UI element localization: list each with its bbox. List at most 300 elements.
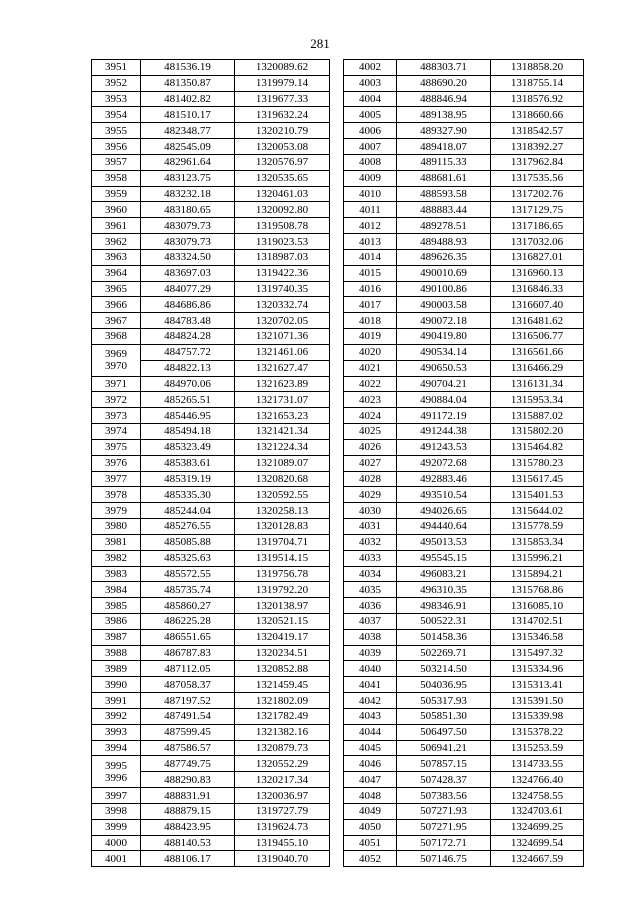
point-id-cell: 4036 — [344, 598, 397, 614]
y-coordinate-cell: 1316466.29 — [491, 360, 584, 376]
point-id-cell: 3954 — [92, 107, 141, 123]
table-row — [344, 91, 584, 107]
x-coordinate-cell: 484077.29 — [141, 281, 235, 297]
x-coordinate-cell: 487112.05 — [141, 661, 235, 677]
x-coordinate-cell: 506497.50 — [397, 724, 491, 740]
x-coordinate-cell: 506941.21 — [397, 740, 491, 756]
coordinates-table-right — [343, 59, 584, 867]
x-coordinate-cell: 490003.58 — [397, 297, 491, 313]
x-coordinate-cell: 483079.73 — [141, 218, 235, 234]
x-coordinate-cell: 488423.95 — [141, 819, 235, 835]
point-id-cell: 4018 — [344, 313, 397, 329]
table-row — [344, 329, 584, 345]
point-id-cell: 3974 — [92, 424, 141, 440]
y-coordinate-cell: 1319455.10 — [235, 835, 330, 851]
table-row — [92, 186, 330, 202]
table-row — [92, 645, 330, 661]
x-coordinate-cell: 485860.27 — [141, 598, 235, 614]
y-coordinate-cell: 1318392.27 — [491, 139, 584, 155]
point-id-cell: 4030 — [344, 503, 397, 519]
point-id-cell: 3992 — [92, 708, 141, 724]
y-coordinate-cell: 1320820.68 — [235, 471, 330, 487]
table-row — [344, 439, 584, 455]
point-id-cell — [92, 756, 141, 788]
table-row — [344, 566, 584, 582]
y-coordinate-cell: 1320053.08 — [235, 139, 330, 155]
table-row — [344, 661, 584, 677]
y-coordinate-cell: 1315853.34 — [491, 534, 584, 550]
x-coordinate-cell: 483079.73 — [141, 234, 235, 250]
x-coordinate-cell: 489626.35 — [397, 249, 491, 265]
table-row — [92, 503, 330, 519]
x-coordinate-cell: 487599.45 — [141, 724, 235, 740]
y-coordinate-cell: 1316827.01 — [491, 249, 584, 265]
y-coordinate-cell: 1317202.76 — [491, 186, 584, 202]
y-coordinate-cell: 1319422.36 — [235, 265, 330, 281]
point-id-cell: 3972 — [92, 392, 141, 408]
point-id-cell: 4009 — [344, 170, 397, 186]
y-coordinate-cell: 1321623.89 — [235, 376, 330, 392]
x-coordinate-cell: 505851.30 — [397, 708, 491, 724]
point-id-cell: 4025 — [344, 424, 397, 440]
table-row — [92, 819, 330, 835]
table-row — [92, 756, 330, 772]
y-coordinate-cell: 1315802.20 — [491, 424, 584, 440]
table-row — [92, 75, 330, 91]
x-coordinate-cell: 485572.55 — [141, 566, 235, 582]
x-coordinate-cell: 481350.87 — [141, 75, 235, 91]
table-row — [344, 186, 584, 202]
x-coordinate-cell: 488106.17 — [141, 851, 235, 867]
y-coordinate-cell: 1321459.45 — [235, 677, 330, 693]
x-coordinate-cell: 496310.35 — [397, 582, 491, 598]
table-row — [344, 218, 584, 234]
x-coordinate-cell: 487058.37 — [141, 677, 235, 693]
point-id-cell: 3975 — [92, 439, 141, 455]
y-coordinate-cell: 1318660.66 — [491, 107, 584, 123]
y-coordinate-cell: 1316960.13 — [491, 265, 584, 281]
point-id-cell: 3961 — [92, 218, 141, 234]
point-id-cell: 4050 — [344, 819, 397, 835]
x-coordinate-cell: 488290.83 — [141, 772, 235, 788]
point-id-cell: 3998 — [92, 803, 141, 819]
point-id-cell: 4047 — [344, 772, 397, 788]
point-id-cell: 4027 — [344, 455, 397, 471]
point-id-cell: 4005 — [344, 107, 397, 123]
x-coordinate-cell: 483232.18 — [141, 186, 235, 202]
y-coordinate-cell: 1315617.45 — [491, 471, 584, 487]
x-coordinate-cell: 488690.20 — [397, 75, 491, 91]
y-coordinate-cell: 1315464.82 — [491, 439, 584, 455]
y-coordinate-cell: 1316506.77 — [491, 329, 584, 345]
x-coordinate-cell: 485265.51 — [141, 392, 235, 408]
y-coordinate-cell: 1315334.96 — [491, 661, 584, 677]
x-coordinate-cell: 488593.58 — [397, 186, 491, 202]
table-row — [92, 851, 330, 867]
table-row — [92, 329, 330, 345]
point-id-cell: 4042 — [344, 693, 397, 709]
table-row — [344, 550, 584, 566]
table-row — [344, 281, 584, 297]
point-id-cell: 4049 — [344, 803, 397, 819]
x-coordinate-cell: 484822.13 — [141, 360, 235, 376]
table-row — [92, 249, 330, 265]
y-coordinate-cell: 1320879.73 — [235, 740, 330, 756]
point-id-cell: 4014 — [344, 249, 397, 265]
table-row — [92, 661, 330, 677]
point-id-cell: 3964 — [92, 265, 141, 281]
point-id-cell: 3967 — [92, 313, 141, 329]
point-id-cell: 3968 — [92, 329, 141, 345]
x-coordinate-cell: 489115.33 — [397, 154, 491, 170]
y-coordinate-cell: 1320217.34 — [235, 772, 330, 788]
y-coordinate-cell: 1316085.10 — [491, 598, 584, 614]
point-id-cell: 4034 — [344, 566, 397, 582]
y-coordinate-cell: 1316131.34 — [491, 376, 584, 392]
x-coordinate-cell: 485446.95 — [141, 408, 235, 424]
point-id-cell: 4024 — [344, 408, 397, 424]
point-id-cell: 4002 — [344, 60, 397, 76]
point-id-cell: 4015 — [344, 265, 397, 281]
table-row — [92, 487, 330, 503]
table-row — [92, 376, 330, 392]
table-row — [92, 677, 330, 693]
table-row — [92, 471, 330, 487]
y-coordinate-cell: 1324766.40 — [491, 772, 584, 788]
y-coordinate-cell: 1320092.80 — [235, 202, 330, 218]
y-coordinate-cell: 1321089.07 — [235, 455, 330, 471]
x-coordinate-cell: 496083.21 — [397, 566, 491, 582]
y-coordinate-cell: 1315391.50 — [491, 693, 584, 709]
point-id-cell: 3978 — [92, 487, 141, 503]
x-coordinate-cell: 485735.74 — [141, 582, 235, 598]
x-coordinate-cell: 507271.93 — [397, 803, 491, 819]
table-row — [344, 139, 584, 155]
table-row — [92, 91, 330, 107]
table-row — [92, 566, 330, 582]
point-id-cell: 4045 — [344, 740, 397, 756]
y-coordinate-cell: 1324758.55 — [491, 788, 584, 804]
x-coordinate-cell: 498346.91 — [397, 598, 491, 614]
x-coordinate-cell: 488140.53 — [141, 835, 235, 851]
y-coordinate-cell: 1320419.17 — [235, 629, 330, 645]
y-coordinate-cell: 1319023.53 — [235, 234, 330, 250]
point-id-cell: 3965 — [92, 281, 141, 297]
y-coordinate-cell: 1316481.62 — [491, 313, 584, 329]
point-id-cell: 3953 — [92, 91, 141, 107]
y-coordinate-cell: 1317535.56 — [491, 170, 584, 186]
point-id-cell: 3986 — [92, 613, 141, 629]
point-id-cell: 4028 — [344, 471, 397, 487]
y-coordinate-cell: 1315778.59 — [491, 519, 584, 535]
point-id-cell: 3993 — [92, 724, 141, 740]
y-coordinate-cell: 1319040.70 — [235, 851, 330, 867]
y-coordinate-cell: 1320461.03 — [235, 186, 330, 202]
y-coordinate-cell: 1319740.35 — [235, 281, 330, 297]
table-row — [344, 740, 584, 756]
x-coordinate-cell: 502269.71 — [397, 645, 491, 661]
table-row — [92, 392, 330, 408]
point-id-cell: 3963 — [92, 249, 141, 265]
point-id-cell: 3994 — [92, 740, 141, 756]
point-id-cell: 4012 — [344, 218, 397, 234]
y-coordinate-cell: 1314702.51 — [491, 613, 584, 629]
y-coordinate-cell: 1320138.97 — [235, 598, 330, 614]
table-row — [344, 503, 584, 519]
x-coordinate-cell: 488879.15 — [141, 803, 235, 819]
point-id-cell: 4011 — [344, 202, 397, 218]
y-coordinate-cell: 1321782.49 — [235, 708, 330, 724]
point-id-cell: 3966 — [92, 297, 141, 313]
point-id-cell: 4007 — [344, 139, 397, 155]
x-coordinate-cell: 482545.09 — [141, 139, 235, 155]
point-id-cell: 4039 — [344, 645, 397, 661]
point-id-cell: 4001 — [92, 851, 141, 867]
y-coordinate-cell: 1321802.09 — [235, 693, 330, 709]
point-id-cell — [92, 344, 141, 376]
x-coordinate-cell: 487197.52 — [141, 693, 235, 709]
x-coordinate-cell: 489418.07 — [397, 139, 491, 155]
point-id-cell: 3989 — [92, 661, 141, 677]
table-row — [92, 613, 330, 629]
point-id-cell: 4037 — [344, 613, 397, 629]
table-row — [344, 424, 584, 440]
table-row — [92, 439, 330, 455]
table-row — [344, 851, 584, 867]
table-row — [344, 408, 584, 424]
y-coordinate-cell: 1320592.55 — [235, 487, 330, 503]
x-coordinate-cell: 485244.04 — [141, 503, 235, 519]
coordinates-table-left-body — [92, 60, 330, 867]
table-row — [344, 519, 584, 535]
x-coordinate-cell: 482348.77 — [141, 123, 235, 139]
point-id-cell: 4003 — [344, 75, 397, 91]
table-row — [92, 724, 330, 740]
point-id-cell: 3956 — [92, 139, 141, 155]
x-coordinate-cell: 484757.72 — [141, 344, 235, 360]
table-row — [344, 803, 584, 819]
x-coordinate-cell: 500522.31 — [397, 613, 491, 629]
x-coordinate-cell: 485276.55 — [141, 519, 235, 535]
x-coordinate-cell: 507146.75 — [397, 851, 491, 867]
y-coordinate-cell: 1318755.14 — [491, 75, 584, 91]
x-coordinate-cell: 483324.50 — [141, 249, 235, 265]
x-coordinate-cell: 507271.95 — [397, 819, 491, 835]
table-row — [344, 249, 584, 265]
x-coordinate-cell: 495013.53 — [397, 534, 491, 550]
x-coordinate-cell: 488303.71 — [397, 60, 491, 76]
table-row — [92, 139, 330, 155]
table-row — [92, 344, 330, 360]
y-coordinate-cell: 1318576.92 — [491, 91, 584, 107]
x-coordinate-cell: 507428.37 — [397, 772, 491, 788]
y-coordinate-cell: 1315313.41 — [491, 677, 584, 693]
point-id-cell: 3980 — [92, 519, 141, 535]
table-row — [92, 265, 330, 281]
table-row — [344, 123, 584, 139]
y-coordinate-cell: 1317032.06 — [491, 234, 584, 250]
x-coordinate-cell: 484824.28 — [141, 329, 235, 345]
x-coordinate-cell: 494026.65 — [397, 503, 491, 519]
point-id-cell: 3981 — [92, 534, 141, 550]
table-row — [92, 408, 330, 424]
y-coordinate-cell: 1320576.97 — [235, 154, 330, 170]
table-row — [344, 455, 584, 471]
x-coordinate-cell: 507383.56 — [397, 788, 491, 804]
y-coordinate-cell: 1321071.36 — [235, 329, 330, 345]
x-coordinate-cell: 484970.06 — [141, 376, 235, 392]
x-coordinate-cell: 507857.15 — [397, 756, 491, 772]
y-coordinate-cell: 1318858.20 — [491, 60, 584, 76]
point-id-cell: 3955 — [92, 123, 141, 139]
table-row — [92, 803, 330, 819]
table-row — [344, 629, 584, 645]
point-id-cell: 4031 — [344, 519, 397, 535]
y-coordinate-cell: 1315378.22 — [491, 724, 584, 740]
table-row — [92, 170, 330, 186]
point-id-cell: 3990 — [92, 677, 141, 693]
y-coordinate-cell: 1315894.21 — [491, 566, 584, 582]
y-coordinate-cell: 1324699.25 — [491, 819, 584, 835]
point-id-cell: 3991 — [92, 693, 141, 709]
table-row — [344, 202, 584, 218]
y-coordinate-cell: 1318542.57 — [491, 123, 584, 139]
table-row — [92, 708, 330, 724]
point-id-cell: 3985 — [92, 598, 141, 614]
x-coordinate-cell: 484686.86 — [141, 297, 235, 313]
table-row — [344, 693, 584, 709]
table-row — [344, 819, 584, 835]
table-row — [92, 788, 330, 804]
table-row — [344, 788, 584, 804]
coordinates-table-right-body — [344, 60, 584, 867]
x-coordinate-cell: 487586.57 — [141, 740, 235, 756]
point-id-cell: 3973 — [92, 408, 141, 424]
y-coordinate-cell: 1319756.78 — [235, 566, 330, 582]
y-coordinate-cell: 1321731.07 — [235, 392, 330, 408]
table-row — [92, 107, 330, 123]
table-row — [92, 519, 330, 535]
x-coordinate-cell: 488831.91 — [141, 788, 235, 804]
x-coordinate-cell: 505317.93 — [397, 693, 491, 709]
x-coordinate-cell: 490704.21 — [397, 376, 491, 392]
table-row — [344, 107, 584, 123]
y-coordinate-cell: 1320128.83 — [235, 519, 330, 535]
x-coordinate-cell: 492883.46 — [397, 471, 491, 487]
y-coordinate-cell: 1321382.16 — [235, 724, 330, 740]
point-id-cell: 4040 — [344, 661, 397, 677]
table-row — [344, 724, 584, 740]
point-id-cell: 4052 — [344, 851, 397, 867]
y-coordinate-cell: 1321627.47 — [235, 360, 330, 376]
point-id-cell: 4017 — [344, 297, 397, 313]
x-coordinate-cell: 489278.51 — [397, 218, 491, 234]
y-coordinate-cell: 1315996.21 — [491, 550, 584, 566]
point-id-cell: 4032 — [344, 534, 397, 550]
point-id-cell: 3960 — [92, 202, 141, 218]
table-row — [344, 582, 584, 598]
x-coordinate-cell: 504036.95 — [397, 677, 491, 693]
x-coordinate-cell: 485325.63 — [141, 550, 235, 566]
table-row — [344, 234, 584, 250]
point-id: 3996 — [105, 771, 127, 784]
point-id-cell: 3982 — [92, 550, 141, 566]
y-coordinate-cell: 1324699.54 — [491, 835, 584, 851]
point-id-cell: 3997 — [92, 788, 141, 804]
y-coordinate-cell: 1320702.05 — [235, 313, 330, 329]
x-coordinate-cell: 494440.64 — [397, 519, 491, 535]
x-coordinate-cell: 489138.95 — [397, 107, 491, 123]
table-row — [92, 424, 330, 440]
table-row — [92, 123, 330, 139]
y-coordinate-cell: 1319508.78 — [235, 218, 330, 234]
table-row — [92, 455, 330, 471]
table-row — [344, 534, 584, 550]
y-coordinate-cell: 1317129.75 — [491, 202, 584, 218]
y-coordinate-cell: 1320089.62 — [235, 60, 330, 76]
y-coordinate-cell: 1316846.33 — [491, 281, 584, 297]
table-row — [92, 740, 330, 756]
x-coordinate-cell: 493510.54 — [397, 487, 491, 503]
table-row — [344, 645, 584, 661]
point-id-cell: 3962 — [92, 234, 141, 250]
page-number: 281 — [310, 36, 330, 51]
x-coordinate-cell: 491243.53 — [397, 439, 491, 455]
table-row — [92, 234, 330, 250]
table-row — [344, 835, 584, 851]
y-coordinate-cell: 1320332.74 — [235, 297, 330, 313]
x-coordinate-cell: 507172.71 — [397, 835, 491, 851]
x-coordinate-cell: 486787.83 — [141, 645, 235, 661]
x-coordinate-cell: 485383.61 — [141, 455, 235, 471]
point-id-cell: 4019 — [344, 329, 397, 345]
table-row — [92, 297, 330, 313]
table-row — [92, 202, 330, 218]
x-coordinate-cell: 486551.65 — [141, 629, 235, 645]
table-row — [92, 154, 330, 170]
coordinates-table-left — [91, 59, 330, 867]
table-row — [344, 598, 584, 614]
point-id-cell: 4010 — [344, 186, 397, 202]
y-coordinate-cell: 1324703.61 — [491, 803, 584, 819]
point-id-cell: 4035 — [344, 582, 397, 598]
table-row — [92, 218, 330, 234]
x-coordinate-cell: 485323.49 — [141, 439, 235, 455]
x-coordinate-cell: 503214.50 — [397, 661, 491, 677]
point-id-cell: 4029 — [344, 487, 397, 503]
y-coordinate-cell: 1321461.06 — [235, 344, 330, 360]
y-coordinate-cell: 1315401.53 — [491, 487, 584, 503]
point-id-cell: 3979 — [92, 503, 141, 519]
point-id-cell: 3959 — [92, 186, 141, 202]
x-coordinate-cell: 486225.28 — [141, 613, 235, 629]
table-row — [92, 550, 330, 566]
y-coordinate-cell: 1319979.14 — [235, 75, 330, 91]
x-coordinate-cell: 487749.75 — [141, 756, 235, 772]
table-row — [344, 154, 584, 170]
x-coordinate-cell: 483123.75 — [141, 170, 235, 186]
y-coordinate-cell: 1320036.97 — [235, 788, 330, 804]
point-id-cell: 4000 — [92, 835, 141, 851]
x-coordinate-cell: 491244.38 — [397, 424, 491, 440]
x-coordinate-cell: 489488.93 — [397, 234, 491, 250]
point-id-cell: 4048 — [344, 788, 397, 804]
y-coordinate-cell: 1319632.24 — [235, 107, 330, 123]
x-coordinate-cell: 488883.44 — [397, 202, 491, 218]
y-coordinate-cell: 1321224.34 — [235, 439, 330, 455]
table-row — [344, 344, 584, 360]
x-coordinate-cell: 485085.88 — [141, 534, 235, 550]
